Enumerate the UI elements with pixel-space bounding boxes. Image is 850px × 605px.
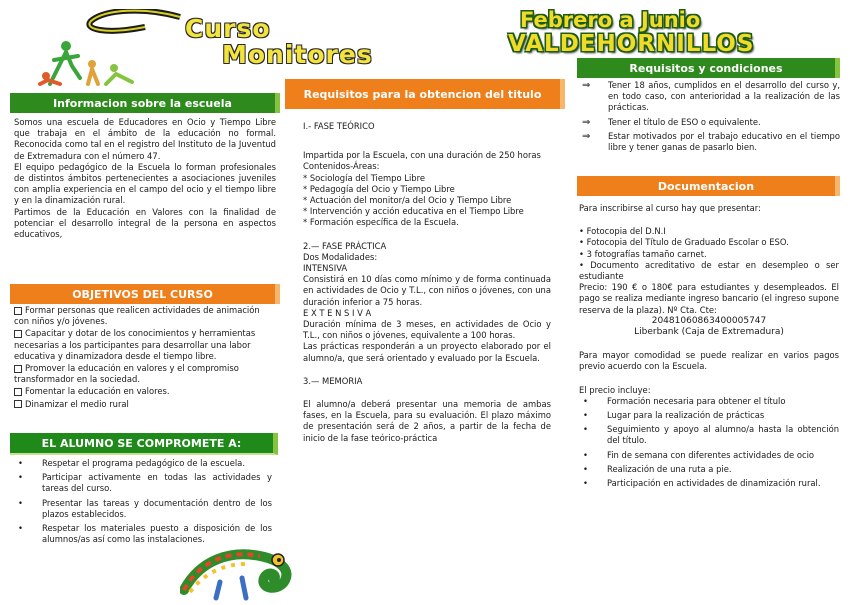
phase1-areas-label: Contenidos-Áreas: — [303, 161, 380, 172]
info-text — [14, 117, 276, 240]
phases-text — [303, 121, 551, 444]
include-item: • Lugar para la realización de prácticas — [579, 410, 839, 421]
logo-figures-icon — [36, 38, 136, 88]
document-item: • Documento acreditativo de estar en desempleo o ser estudiante — [579, 259, 839, 282]
documentation-text — [579, 203, 839, 492]
bank-name: Liberbank (Caja de Extremadura) — [634, 327, 784, 338]
includes-label: El precio incluye: — [579, 384, 651, 395]
commit-header: EL ALUMNO SE COMPROMETE A: — [10, 433, 278, 455]
phase1-area: * Sociología del Tiempo Libre — [303, 172, 426, 183]
place-title: VALDEHORNILLOS — [508, 31, 755, 57]
objective-item: Promover la educación en valores y el compromiso transformador en la sociedad. — [14, 363, 239, 385]
logo-title-curso: Curso — [185, 14, 271, 43]
phase2-modes: Dos Modalidades: — [303, 251, 378, 262]
objective-item: Formar personas que realicen actividades de animación con niños y/o jóvenes. — [14, 305, 260, 327]
documentation-intro: Para inscribirse al curso hay que presentar: — [579, 203, 761, 213]
installments-text: Para mayor comodidad se puede realizar en varios pagos previo acuerdo con la Escuela. — [579, 350, 839, 372]
conditions-header: Requisitos y condiciones — [577, 58, 840, 78]
include-item: • Seguimiento y apoyo al alumno/a hasta la obtención del título. — [579, 424, 839, 446]
objective-item: Fomentar la educación en valores. — [14, 386, 276, 397]
commit-item: • Participar activamente en todas las actividades y tareas del curso. — [14, 472, 272, 494]
logo-swoosh — [85, 9, 185, 37]
phase3-title: 3.— MEMORIA — [303, 375, 363, 386]
condition-item: ⇒ Tener 18 años, cumplidos en el desarrollo del curso y, en todo caso, con anterioridad a la realización de las prácticas. — [578, 80, 840, 114]
info-paragraph-1: Somos una escuela de Educadores en Ocio y Tiempo Libre que trabaja en el ámbito de la educación no formal. Reconocida como tal en el registro del Instituto de la Juventud de Extremadura con el número 47. — [14, 117, 276, 161]
phase1-area: * Intervención y acción educativa en el Tiempo Libre — [303, 206, 524, 217]
conditions-list — [578, 80, 840, 156]
phase2-extensive-text: Duración mínima de 3 meses, en actividades de Ocio y T.L., con niños o jóvenes, equivalente a 100 horas. — [303, 319, 551, 341]
phase2-extensive-text-2: Las prácticas responderán a un proyecto elaborado por el alumno/a, que será orientado y evaluado por la Escuela. — [303, 341, 551, 363]
dates-title: Febrero a Junio — [520, 8, 701, 32]
objective-item: Capacitar y dotar de los conocimientos y herramientas necesarias a los participantes para desarrollar una labor educativa y dinamizadora desde el tiempo libre. — [14, 328, 256, 361]
phase3-text: El alumno/a deberá presentar una memoria de ambas fases, en la Escuela, para su evaluación. El plazo máximo de presentación será de 2 años, a partir de la fecha de inicio de la fase teórico-práctica — [303, 399, 551, 443]
info-paragraph-2: El equipo pedagógico de la Escuela lo forman profesionales de distintos ámbitos pertenecientes a asociaciones juveniles con amplia experiencia en el campo del ocio y el tiempo libre y en la dinamización rural. — [14, 161, 276, 206]
objectives-list — [14, 305, 276, 411]
condition-item: ⇒ Estar motivados por el trabajo educativo en el tiempo libre y tener ganas de pasarlo bien. — [578, 131, 840, 153]
phase1-title: I.- FASE TEÓRICO — [303, 121, 375, 131]
phase1-intro: Impartida por la Escuela, con una duración de 250 horas — [303, 150, 541, 161]
account-number: 20481060863400005747 — [651, 315, 767, 326]
include-item: • Realización de una ruta a pie. — [579, 464, 839, 475]
commit-item: • Respetar el programa pedagógico de la escuela. — [14, 458, 272, 469]
phase2-intensive-text: Consistirá en 10 días como mínimo y de forma continuada en actividades de Ocio y T.L., con niños o jóvenes, con una duración inferior a 75 horas. — [303, 274, 551, 307]
chameleon-icon — [180, 520, 300, 601]
include-item: • Fin de semana con diferentes actividades de ocio — [579, 450, 839, 461]
document-item: • Fotocopia del Título de Graduado Escolar o ESO. — [579, 237, 789, 248]
include-item: • Formación necesaria para obtener el título — [579, 396, 839, 407]
phase1-area: * Formación específica de la Escuela. — [303, 217, 459, 228]
title-requirements-header: Requisitos para la obtencion del titulo — [285, 79, 565, 109]
document-item: • Fotocopia del D.N.I — [579, 226, 666, 237]
documentation-header: Documentacion — [577, 176, 840, 196]
document-item: • 3 fotografías tamaño carnet. — [579, 248, 707, 259]
phase1-area: * Actuación del monitor/a del Ocio y Tiempo Libre — [303, 195, 512, 206]
commit-item: • Presentar las tareas y documentación dentro de los plazos establecidos. — [14, 498, 272, 520]
objectives-header: OBJETIVOS DEL CURSO — [10, 284, 280, 304]
include-item: • Participación en actividades de dinamización rural. — [579, 478, 839, 489]
logo-title-monitores: Monitores — [222, 40, 373, 69]
phase1-area: * Pedagogía del Ocio y Tiempo Libre — [303, 183, 455, 194]
price-text: Precio: 190 € o 180€ para estudiantes y desempleados. El pago se realiza mediante ingreso bancario (el ingreso supone reserva de la plaza). Nº Cta. Cte: — [579, 282, 839, 315]
commit-item: • Respetar los materiales puesto a disposición de los alumnos/as así como las instalaciones. — [14, 523, 272, 545]
objective-item: Dinamizar el medio rural — [14, 399, 276, 410]
phase2-extensive-label: E X T E N S I V A — [303, 307, 372, 318]
info-paragraph-3: Partimos de la Educación en Valores con la finalidad de potenciar el desarrollo integral de la persona en aspectos educativos, — [14, 206, 276, 240]
phase2-intensive-label: INTENSIVA — [303, 263, 348, 274]
condition-item: ⇒ Tener el título de ESO o equivalente. — [578, 117, 840, 128]
info-header: Informacion sobre la escuela — [10, 93, 280, 113]
phase2-title: 2.— FASE PRÁCTICA — [303, 240, 387, 251]
